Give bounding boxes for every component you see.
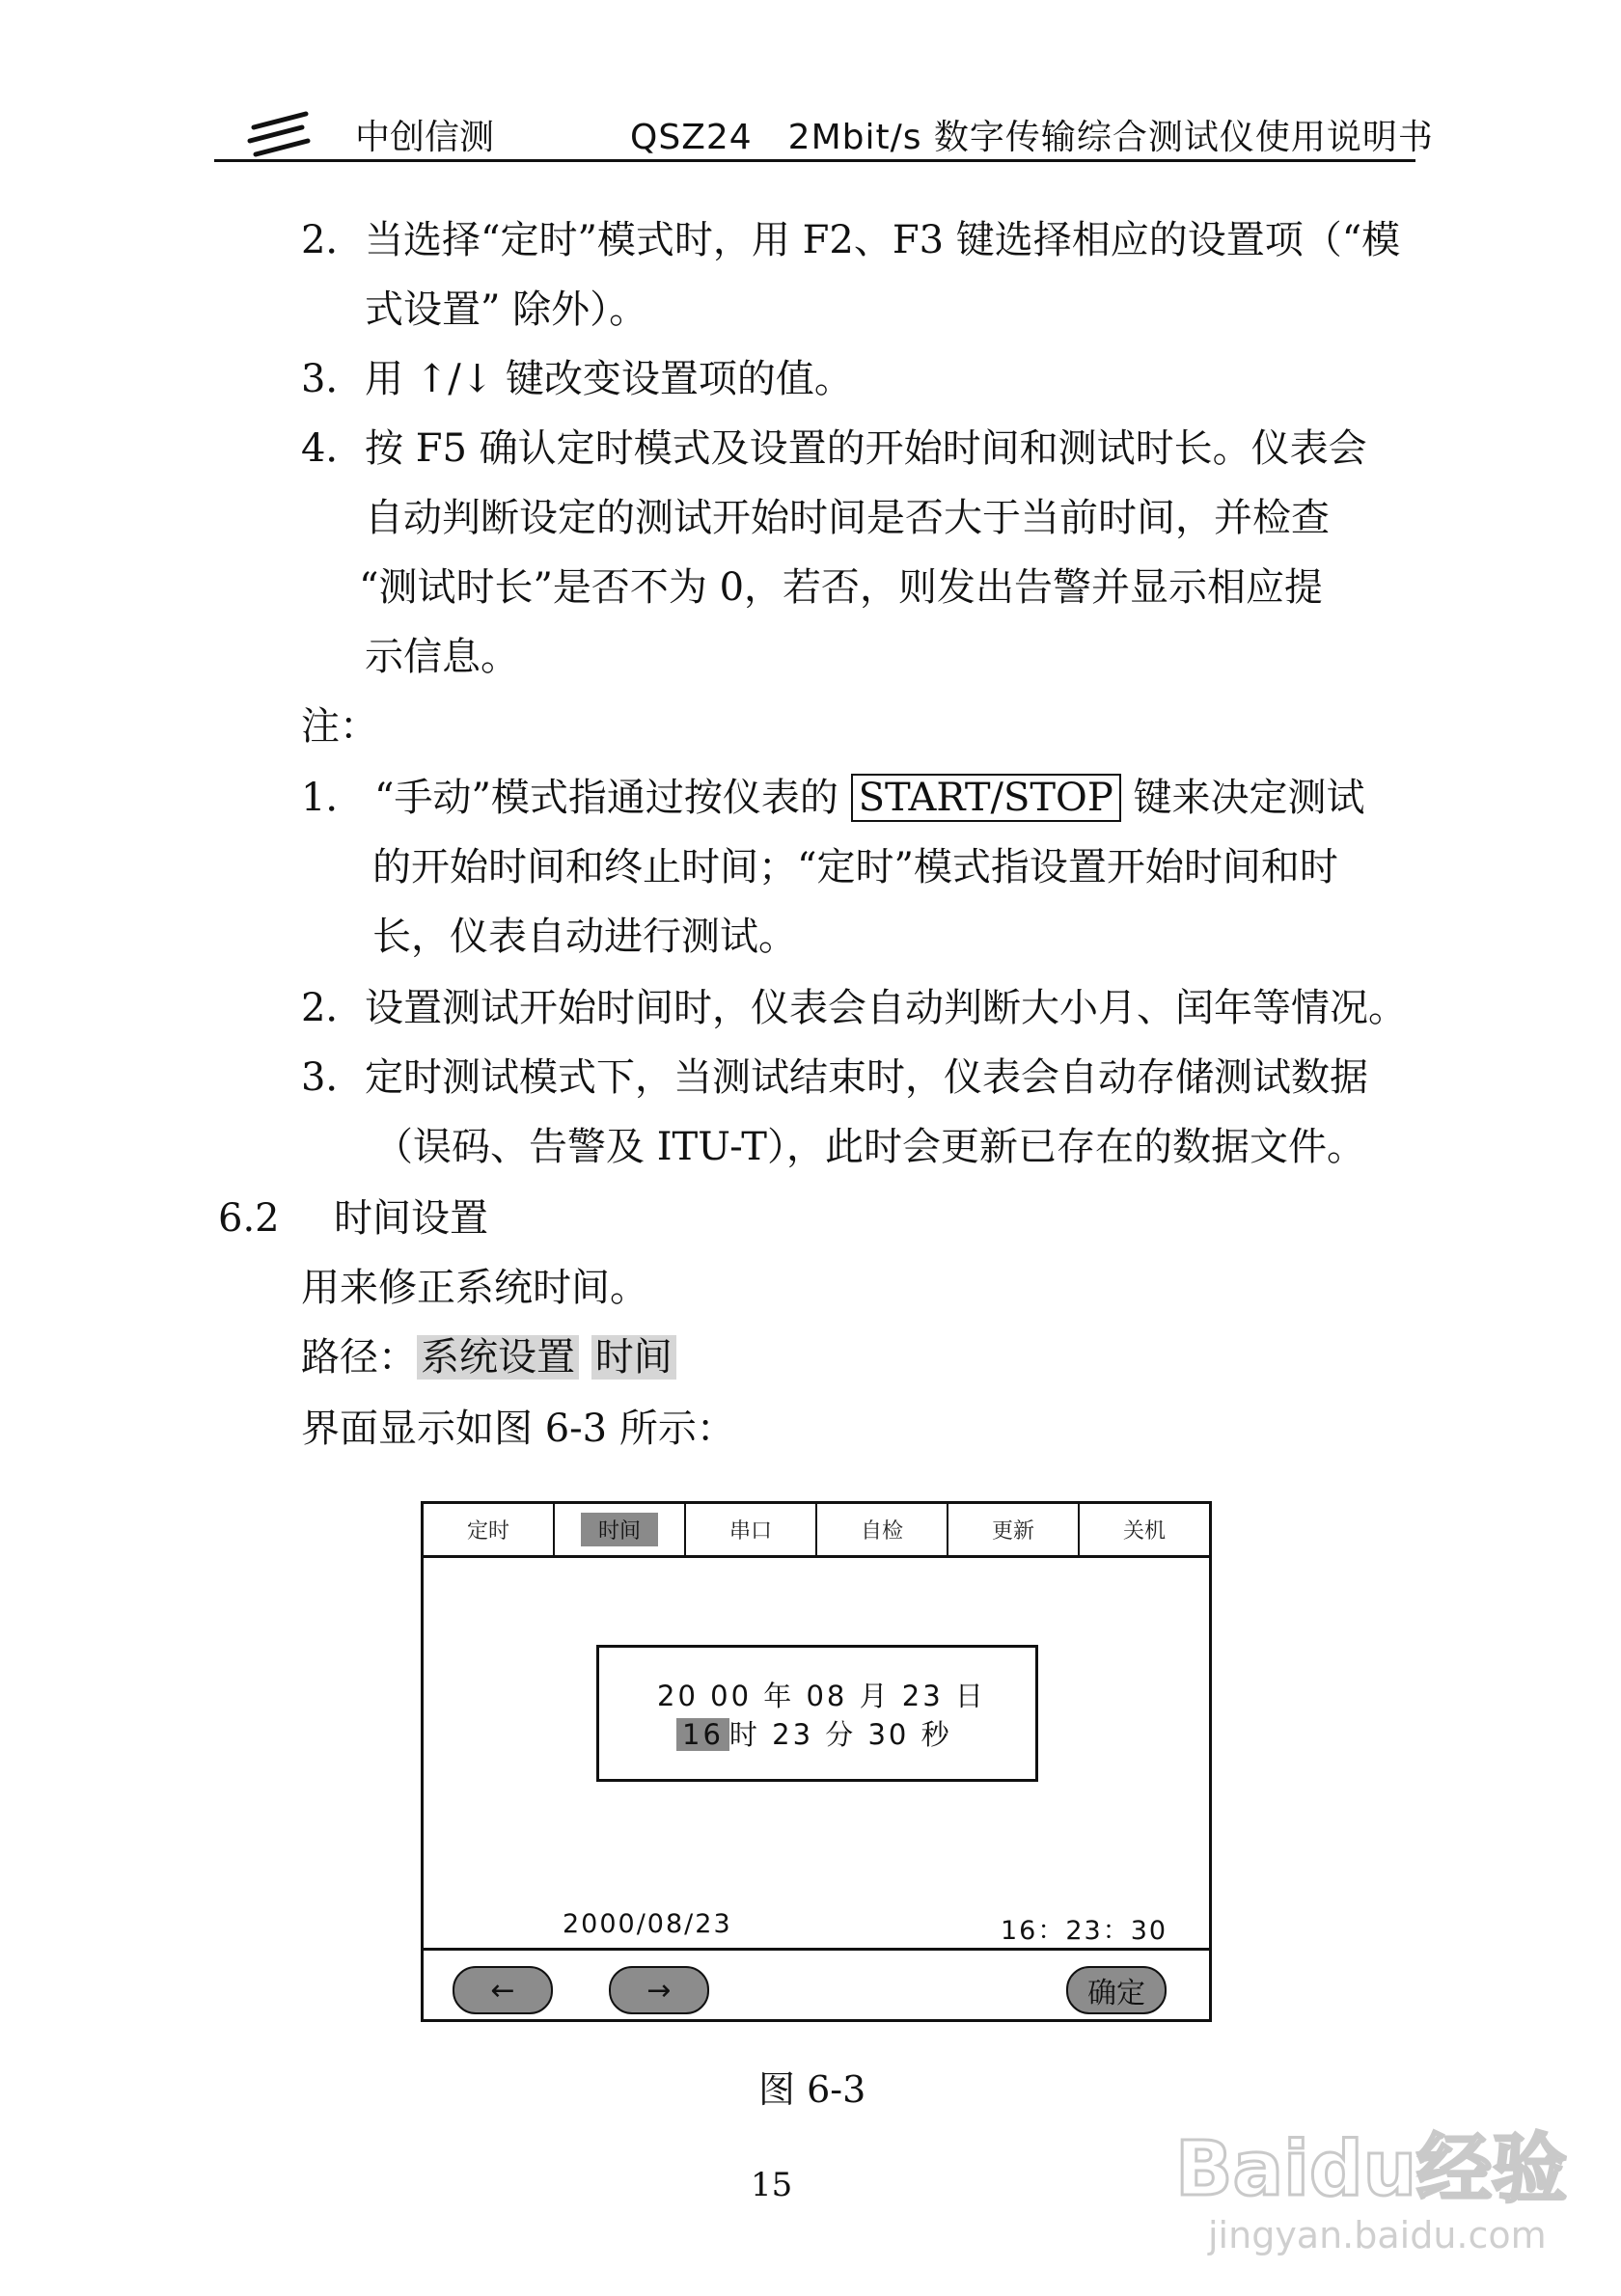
step-number: 2． <box>301 218 365 262</box>
note-number: 1． <box>301 776 365 820</box>
date-line[interactable]: 20 00 年 08 月 23 日 <box>657 1680 986 1712</box>
header-rule <box>214 159 1415 162</box>
tab-shutdown[interactable]: 关机 <box>1122 1519 1166 1544</box>
note-text <box>374 774 1364 822</box>
step-text: 示信息。 <box>365 635 519 679</box>
note-text: 的开始时间和终止时间；“定时”模式指设置开始时间和时 <box>372 845 1338 889</box>
step-number: 4． <box>301 426 365 471</box>
figure-caption: 图 6-3 <box>758 2068 866 2111</box>
watermark-brand: Baidu经验 <box>1175 2126 1568 2213</box>
page-number: 15 <box>751 2166 793 2204</box>
left-arrow-button[interactable]: ← <box>453 1966 553 2014</box>
note-label: 注： <box>301 704 378 749</box>
path-system-settings: 系统设置 <box>417 1335 579 1380</box>
figure-intro: 界面显示如图 6-3 所示： <box>301 1407 735 1451</box>
step-text: “测试时长”是否不为 0，若否，则发出告警并显示相应提 <box>359 565 1324 610</box>
note-text: 长，仪表自动进行测试。 <box>372 915 797 959</box>
button-bar <box>424 1948 1209 2022</box>
note-text-post: 键来决定测试 <box>1120 776 1365 820</box>
note-text: （误码、告警及 ITU-T），此时会更新已存在的数据文件。 <box>374 1125 1365 1169</box>
note-number: 3． <box>301 1055 365 1100</box>
note-text-pre: “手动”模式指通过按仪表的 <box>374 776 851 820</box>
step-text: 当选择“定时”模式时，用 F2、F3 键选择相应的设置项（“模 <box>365 218 1401 262</box>
status-time: 16：23：30 <box>1001 1916 1168 1946</box>
tab-update[interactable]: 更新 <box>948 1504 1080 1555</box>
company-logo-icon <box>246 108 318 161</box>
section-desc: 用来修正系统时间。 <box>301 1266 648 1310</box>
path-label: 路径： <box>301 1335 417 1380</box>
header-title: QSZ24 2Mbit/s 数字传输综合测试仪使用说明书 <box>630 118 1434 157</box>
time-rest[interactable]: 时 23 分 30 秒 <box>728 1718 952 1751</box>
tab-bar <box>424 1504 1209 1558</box>
header-company: 中创信测 <box>355 118 495 157</box>
note-text: 设置测试开始时间时，仪表会自动判断大小月、闰年等情况。 <box>365 986 1407 1030</box>
hour-field[interactable]: 16 <box>676 1718 729 1751</box>
datetime-editor <box>596 1645 1038 1782</box>
section-title: 时间设置 <box>334 1196 488 1241</box>
step-text: 用 ↑/↓ 键改变设置项的值。 <box>365 357 853 401</box>
note-text: 定时测试模式下，当测试结束时，仪表会自动存储测试数据 <box>365 1055 1368 1100</box>
time-settings-screen <box>421 1501 1212 2022</box>
start-stop-key: START/STOP <box>851 774 1121 822</box>
note-number: 2． <box>301 986 365 1030</box>
menu-path <box>301 1333 676 1381</box>
time-line <box>676 1713 1113 1753</box>
step-text: 式设置” 除外）。 <box>365 287 648 332</box>
tab-time[interactable]: 时间 <box>555 1504 686 1555</box>
step-text: 按 F5 确认定时模式及设置的开始时间和测试时长。仪表会 <box>365 426 1367 471</box>
status-date: 2000/08/23 <box>563 1909 732 1939</box>
baidu-watermark <box>1169 2093 1575 2267</box>
confirm-button[interactable]: 确定 <box>1066 1966 1167 2014</box>
path-time: 时间 <box>591 1335 676 1380</box>
step-number: 3． <box>301 357 365 401</box>
step-text: 自动判断设定的测试开始时间是否大于当前时间，并检查 <box>365 496 1330 540</box>
tab-serial[interactable]: 串口 <box>686 1504 817 1555</box>
tab-timer[interactable]: 定时 <box>424 1504 555 1555</box>
tab-self-test[interactable]: 自检 <box>817 1504 948 1555</box>
watermark-url: jingyan.baidu.com <box>1208 2214 1547 2256</box>
right-arrow-button[interactable]: → <box>609 1966 709 2014</box>
section-number: 6.2 <box>218 1196 280 1241</box>
